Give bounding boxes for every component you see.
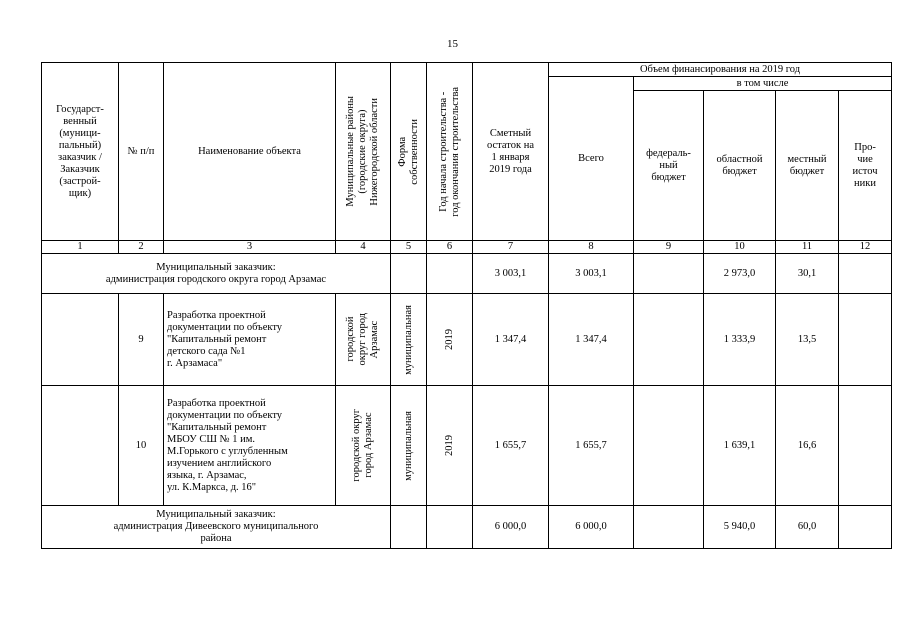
- header-name: Наименование объекта: [164, 63, 336, 241]
- ownership-cell: [391, 386, 427, 506]
- regional-cell: 2 973,0: [704, 254, 776, 294]
- balance-cell: 1 347,4: [473, 294, 549, 386]
- column-number: 10: [704, 241, 776, 254]
- column-number: 3: [164, 241, 336, 254]
- header-ownership: [391, 63, 427, 241]
- header-balance: Сметный остаток на 1 января 2019 года: [473, 63, 549, 241]
- other-cell: [839, 386, 892, 506]
- other-cell: [839, 254, 892, 294]
- total-cell: 1 655,7: [549, 386, 634, 506]
- header-funding-group: Объем финансирования на 2019 год: [549, 63, 892, 77]
- ownership-cell: [391, 254, 427, 294]
- header-districts: [336, 63, 391, 241]
- years-text: 2019: [443, 435, 455, 456]
- table-row: [42, 254, 892, 294]
- column-number: 8: [549, 241, 634, 254]
- other-cell: [839, 294, 892, 386]
- total-cell: 1 347,4: [549, 294, 634, 386]
- federal-cell: [634, 386, 704, 506]
- column-number: 2: [119, 241, 164, 254]
- header-districts-text: Муниципальные районы (городские округа) Нижегородской области: [345, 96, 380, 207]
- local-cell: 30,1: [776, 254, 839, 294]
- header-local: местный бюджет: [776, 91, 839, 241]
- header-customer: Государст- венный (муници- пальный) заказчик / Заказчик (застрой- щик): [42, 63, 119, 241]
- header-years-text: Год начала строительства - год окончания строительства: [437, 86, 461, 217]
- object-name-cell: Разработка проектной документации по объекту "Капитальный ремонт МБОУ СШ № 1 им. М.Горького с углубленным изучением английского языка, г. Арзамас, ул. К.Маркса, д. 16": [164, 386, 336, 506]
- years-cell: [427, 254, 473, 294]
- local-cell: 13,5: [776, 294, 839, 386]
- other-cell: [839, 506, 892, 549]
- years-text: 2019: [443, 329, 455, 350]
- federal-cell: [634, 294, 704, 386]
- column-number-row: [42, 241, 892, 254]
- ownership-text: муниципальная: [402, 410, 414, 481]
- financing-table: [41, 62, 892, 549]
- column-number: 11: [776, 241, 839, 254]
- balance-cell: 6 000,0: [473, 506, 549, 549]
- local-cell: 16,6: [776, 386, 839, 506]
- ownership-cell: [391, 506, 427, 549]
- customer-cell: [42, 386, 119, 506]
- column-number: 1: [42, 241, 119, 254]
- column-number: 4: [336, 241, 391, 254]
- column-number: 7: [473, 241, 549, 254]
- regional-cell: 1 333,9: [704, 294, 776, 386]
- header-num: № п/п: [119, 63, 164, 241]
- total-cell: 6 000,0: [549, 506, 634, 549]
- column-number: 5: [391, 241, 427, 254]
- header-regional: областной бюджет: [704, 91, 776, 241]
- header-total: Всего: [549, 77, 634, 241]
- district-cell: [336, 294, 391, 386]
- page-number: 15: [447, 38, 458, 50]
- num-cell: 10: [119, 386, 164, 506]
- header-federal: федераль- ный бюджет: [634, 91, 704, 241]
- district-cell: [336, 386, 391, 506]
- header-other: Про- чие источ ники: [839, 91, 892, 241]
- years-cell: [427, 506, 473, 549]
- customer-cell: [42, 294, 119, 386]
- federal-cell: [634, 254, 704, 294]
- header-years: [427, 63, 473, 241]
- table-row: [42, 506, 892, 549]
- district-text: городской округ город Арзамас: [345, 313, 380, 366]
- column-number: 12: [839, 241, 892, 254]
- header-ownership-text: Форма собственности: [396, 118, 420, 185]
- header-including: в том числе: [634, 77, 892, 91]
- table-row: [42, 386, 892, 506]
- federal-cell: [634, 506, 704, 549]
- years-cell: [427, 294, 473, 386]
- balance-cell: 3 003,1: [473, 254, 549, 294]
- regional-cell: 5 940,0: [704, 506, 776, 549]
- total-cell: 3 003,1: [549, 254, 634, 294]
- table-row: [42, 294, 892, 386]
- district-text: городской округ город Арзамас: [351, 409, 374, 482]
- column-number: 9: [634, 241, 704, 254]
- ownership-text: муниципальная: [402, 304, 414, 375]
- balance-cell: 1 655,7: [473, 386, 549, 506]
- regional-cell: 1 639,1: [704, 386, 776, 506]
- object-name-cell: Разработка проектной документации по объекту "Капитальный ремонт детского сада №1 г. Арзамаса": [164, 294, 336, 386]
- ownership-cell: [391, 294, 427, 386]
- column-number: 6: [427, 241, 473, 254]
- customer-label: Муниципальный заказчик: администрация Дивеевского муниципального района: [42, 506, 391, 549]
- num-cell: 9: [119, 294, 164, 386]
- years-cell: [427, 386, 473, 506]
- local-cell: 60,0: [776, 506, 839, 549]
- customer-label: Муниципальный заказчик: администрация городского округа город Арзамас: [42, 254, 391, 294]
